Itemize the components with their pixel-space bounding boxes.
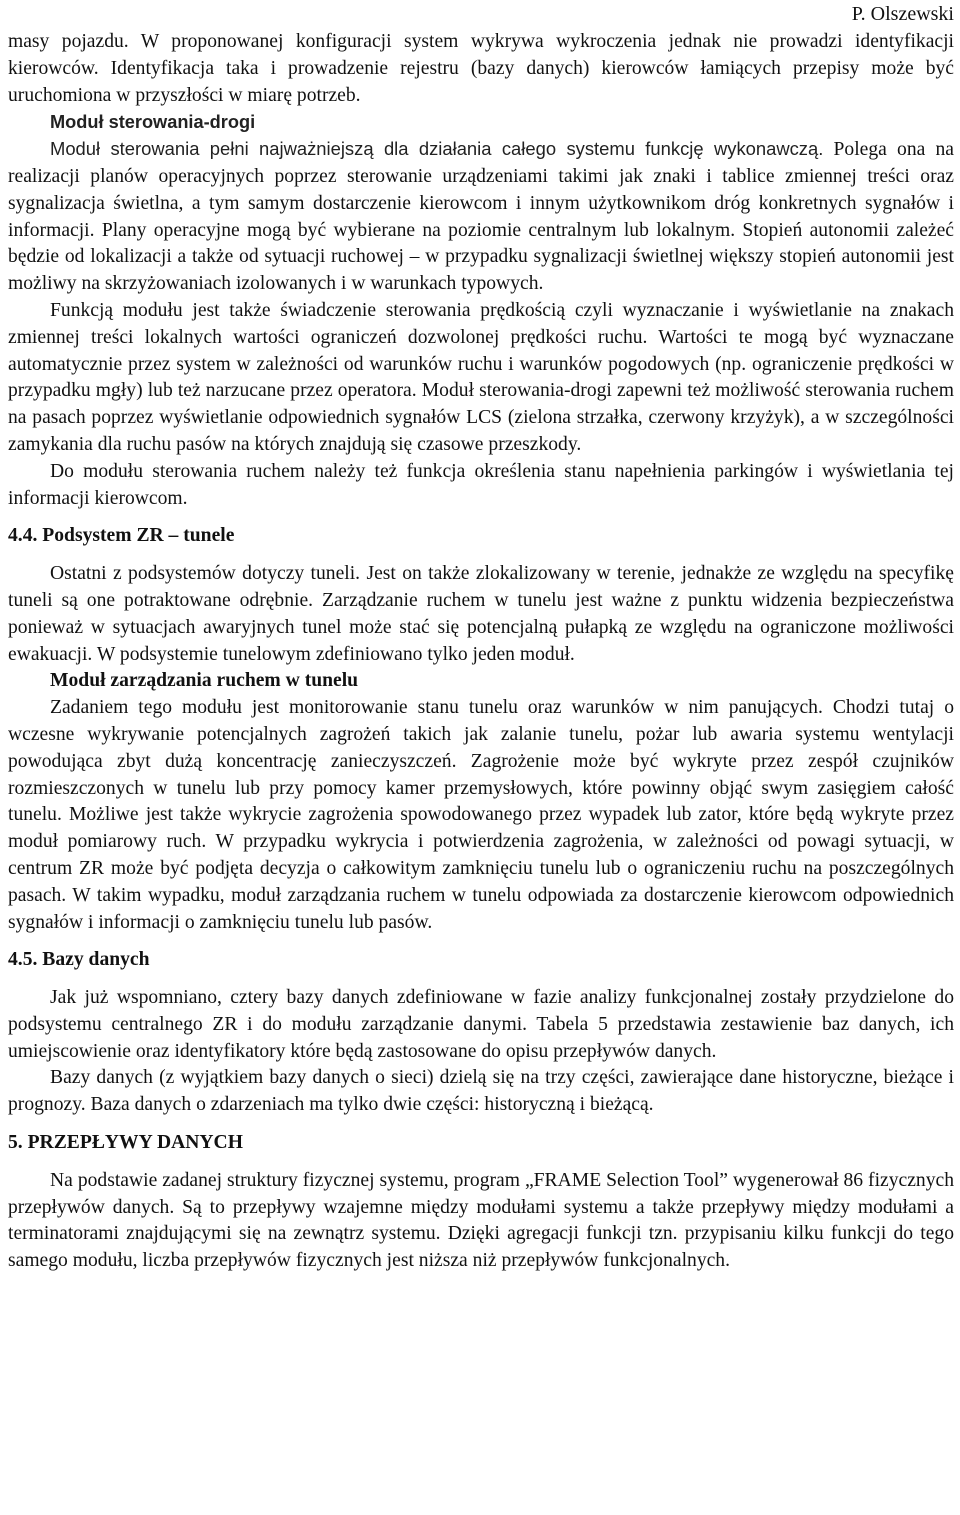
paragraph-continuation: masy pojazdu. W proponowanej konfiguracji system wykrywa wykroczenia jednak nie prowadzi identyfikacji kierowców. Identyfikacja taka i prowadzenie rejestru (bazy danych) kierowców łamiących przepisy może być uruchomiona w przyszłości w miarę potrzeb. bbox=[8, 31, 954, 106]
paragraph-lead-sentence: Moduł sterowania pełni najważniejszą dla działania całego systemu funkcję wykonawczą. bbox=[50, 138, 824, 160]
paragraph-tunele-intro: Ostatni z podsystemów dotyczy tuneli. Jest on także zlokalizowany w terenie, jednakże ze względu na specyfikę tuneli są one potraktowane odrębnie. Zarządzanie ruchem w tunelu jest ważne z punktu widzenia bezpieczeństwa ponieważ w sytuacjach awaryjnych tunel może stać się potencjalną pułapką ze względu na ograniczone możliwości ewakuacji. W podsystemie tunelowym zdefiniowano tylko jeden moduł. bbox=[8, 563, 954, 665]
section-heading-4-5: 4.5. Bazy danych bbox=[8, 949, 150, 971]
paragraph-przeplywy: Na podstawie zadanej struktury fizycznej systemu, program „FRAME Selection Tool” wygenerował 86 fizycznych przepływów danych. Są to przepływy wzajemne między modułami systemu a także przepływy między modułami a terminatorami znajdującymi się na zewnątrz systemu. Dzięki agregacji funkcji tzn. przypisaniu kilku funkcji do tego samego modułu, liczba przepływów fizycznych jest niższa niż przepływów funkcjonalnych. bbox=[8, 1169, 954, 1272]
paragraph-bazy-danych: Jak już wspomniano, cztery bazy danych zdefiniowane w fazie analizy funkcjonalnej zostały przydzielone do podsystemu centralnego ZR i do modułu zarządzanie danymi. Tabela 5 przedstawia zestawienie baz danych, ich umiejscowienie oraz identyfikatory które będą zastosowane do opisu przepływów danych. bbox=[8, 987, 954, 1062]
running-header-author: P. Olszewski bbox=[851, 3, 954, 25]
paragraph-parkingi: Do modułu sterowania ruchem należy też funkcja określenia stanu napełnienia parkingów i wyświetlania tej informacji kierowcom. bbox=[8, 460, 954, 509]
subheading-modul-tunelu: Moduł zarządzania ruchem w tunelu bbox=[50, 670, 359, 692]
section-heading-5: 5. PRZEPŁYWY DANYCH bbox=[8, 1132, 243, 1154]
section-heading-4-4: 4.4. Podsystem ZR – tunele bbox=[8, 525, 235, 547]
subheading-modul-sterowania-drogi: Moduł sterowania-drogi bbox=[50, 112, 256, 133]
paragraph-body: Polega ona na realizacji planów operacyjnych poprzez sterowanie urządzeniami takimi jak znaki i tablice zmiennej treści oraz sygnalizacja świetlna, a tym samym dostarczenie kierowcom i innym użytkownikom dróg konkretnych sygnałów i informacji. Plany operacyjne mogą być wybierane na poziomie centralnym lub lokalnym. Stopień autonomii zależeć będzie od lokalizacji a także od sytuacji ruchowej – w przypadku sygnalizacji świetlnej większy stopień autonomii jest możliwy na skrzyżowaniach izolowanych i w warunkach typowych. bbox=[8, 139, 954, 295]
page-content bbox=[8, 29, 954, 1275]
paragraph-modul-tunelu: Zadaniem tego modułu jest monitorowanie stanu tunelu oraz warunków w nim panujących. Chodzi tutaj o wczesne wykrywanie potencjalnych zagrożeń takich jak zalanie tunelu, pożar lub awaria systemu wentylacji powodująca zbyt dużą koncentrację zanieczyszczeń. Zagrożenie może być wykryte przez zespół czujników rozmieszczonych w tunelu lub przy pomocy kamer przemysłowych, które powinny objąć swym zasięgiem całość tunelu. Możliwe jest także wykrycie zagrożenia spowodowanego przez wypadek lub zator, które będą wykryte przez moduł pomiarowy ruch. W przypadku wykrycia i potwierdzenia zagrożenia, w zależności od powagi sytuacji, w centrum ZR może być podjęta decyzja o całkowitym zamknięciu tunelu lub o ograniczeniu ruchu na poszczególnych pasach. W takim wypadku, moduł zarządzania ruchem w tunelu odpowiada za dostarczenie kierowcom odpowiednich sygnałów i informacji o zamknięciu tunelu lub pasów. bbox=[8, 697, 954, 933]
paragraph-bazy-czesci: Bazy danych (z wyjątkiem bazy danych o sieci) dzielą się na trzy części, zawierające dane historyczne, bieżące i prognozy. Baza danych o zdarzeniach ma tylko dwie części: historyczną i bieżącą. bbox=[8, 1067, 954, 1116]
paragraph-modul-sterowania bbox=[8, 136, 954, 298]
paragraph-sterowanie-predkoscia: Funkcją modułu jest także świadczenie sterowania prędkością czyli wyznaczanie i wyświetlanie na znakach zmiennej treści lokalnych wartości ograniczeń dozwolonej prędkości ruchu. Wartości te mogą być wyznaczane automatycznie przez system w zależności od warunków ruchu i warunków pogodowych (np. ograniczenie prędkości w przypadku mgły) lub też narzucane przez operatora. Moduł sterowania-drogi zapewni też możliwość sterowania ruchem na pasach poprzez wyświetlanie odpowiednich sygnałów LCS (zielona strzałka, czerwony krzyżyk), a w szczególności zamykania dla ruchu pasów na których znajdują się czasowe przeszkody. bbox=[8, 299, 954, 455]
